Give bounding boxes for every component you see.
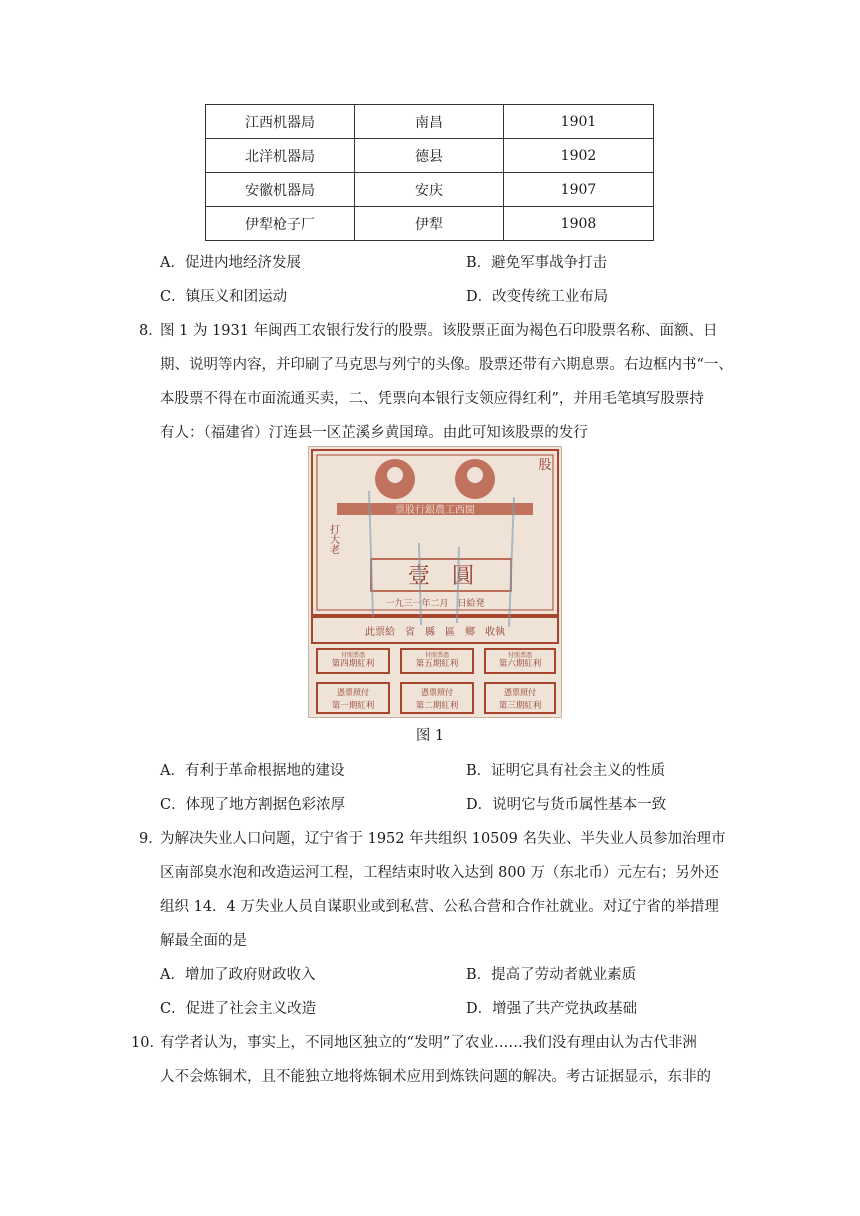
stamp-date: 一九三一年二月 日給発	[385, 599, 485, 609]
table-row	[206, 105, 654, 139]
stamp-top-right-char: 股	[538, 458, 552, 473]
coupon-head-3: 憑票照付	[504, 688, 536, 697]
stamp-left-side: 打大老	[327, 524, 339, 554]
coupon-2: 第二期紅利	[415, 701, 459, 711]
table-cell: 南昌	[355, 105, 504, 139]
q9-line-1: 为解决失业人口问题，辽宁省于 1952 年共组织 10509 名失业、半失业人员参加治理市	[160, 831, 726, 847]
coupon-1: 第一期紅利	[331, 701, 375, 711]
q8-option-d: D．说明它与货币属性基本一致	[466, 797, 667, 813]
q8-line-1: 图 1 为 1931 年闽西工农银行发行的股票。该股票正面为褐色石印股票名称、面额、日	[160, 323, 718, 339]
coupon-4: 第四期紅利	[331, 659, 375, 669]
q9-line-3: 组织 14．4 万失业人员自谋职业或到私营、公私合营和合作社就业。对辽宁省的举措理	[160, 899, 719, 915]
table-cell: 江西机器局	[206, 105, 355, 139]
q9-number: 9．	[139, 831, 163, 847]
q9-option-a: A．增加了政府财政收入	[160, 967, 316, 983]
coupon-6: 第六期紅利	[498, 659, 542, 669]
table-cell: 伊犁枪子厂	[206, 207, 355, 241]
coupon-head-small-1: 付照票憑	[340, 652, 366, 659]
q8-line-3: 本股票不得在市面流通买卖，二、凭票向本银行支领应得红利”，并用毛笔填写股票持	[160, 391, 704, 407]
coupon-head-small-2: 付照票憑	[424, 652, 450, 659]
q10-line-2: 人不会炼铜术，且不能独立地将炼铜术应用到炼铁问题的解决。考古证据显示，东非的	[160, 1069, 711, 1085]
coupon-head-small-3: 付照票憑	[507, 652, 533, 659]
q8-option-a: A．有利于革命根据地的建设	[160, 763, 345, 779]
q7-option-a: A．促进内地经济发展	[160, 255, 301, 271]
table-cell: 安庆	[355, 173, 504, 207]
table-cell: 伊犁	[355, 207, 504, 241]
stamp-denomination: 壹 圓	[407, 564, 475, 589]
q9-line-2: 区南部臭水泡和改造运河工程，工程结束时收入达到 800 万（东北币）元左右；另外还	[160, 865, 719, 881]
figure-caption: 图 1	[415, 728, 445, 744]
table-cell: 德县	[355, 139, 504, 173]
q9-option-b: B．提高了劳动者就业素质	[466, 967, 637, 983]
coupon-head-1: 憑票照付	[337, 688, 369, 697]
table-cell: 安徽机器局	[206, 173, 355, 207]
stamp-bank-name: 票股行銀農工西閩	[395, 505, 475, 516]
stock-certificate-image	[308, 446, 562, 718]
q9-line-4: 解最全面的是	[160, 933, 247, 949]
q8-number: 8．	[139, 323, 163, 339]
q8-option-c: C．体现了地方割据色彩浓厚	[160, 797, 346, 813]
q7-option-b: B．避免军事战争打击	[466, 255, 608, 271]
stamp-holder-line: 此票給 省 縣 區 鄉 收執	[365, 627, 505, 638]
coupon-5: 第五期紅利	[415, 659, 459, 669]
q7-option-d: D．改变传统工业布局	[466, 289, 609, 305]
q8-line-4: 有人：（福建省）汀连县一区芷溪乡黄国璋。由此可知该股票的发行	[160, 425, 588, 441]
arsenal-table	[205, 104, 654, 241]
q10-line-1: 有学者认为，事实上，不同地区独立的“发明”了农业……我们没有理由认为古代非洲	[160, 1035, 697, 1051]
q9-option-d: D．增强了共产党执政基础	[466, 1001, 638, 1017]
table-row	[206, 207, 654, 241]
table-cell: 北洋机器局	[206, 139, 355, 173]
table-cell: 1901	[504, 105, 654, 139]
table-cell: 1907	[504, 173, 654, 207]
table-cell: 1902	[504, 139, 654, 173]
q7-option-c: C．镇压义和团运动	[160, 289, 288, 305]
q10-number: 10．	[131, 1035, 164, 1051]
table-cell: 1908	[504, 207, 654, 241]
coupon-head-2: 憑票照付	[421, 688, 453, 697]
q9-option-c: C．促进了社会主义改造	[160, 1001, 317, 1017]
table-row	[206, 173, 654, 207]
coupon-3: 第三期紅利	[498, 701, 542, 711]
q8-line-2: 期、说明等内容，并印刷了马克思与列宁的头像。股票还带有六期息票。右边框内书“一、	[160, 357, 733, 373]
q8-option-b: B．证明它具有社会主义的性质	[466, 763, 666, 779]
table-row	[206, 139, 654, 173]
